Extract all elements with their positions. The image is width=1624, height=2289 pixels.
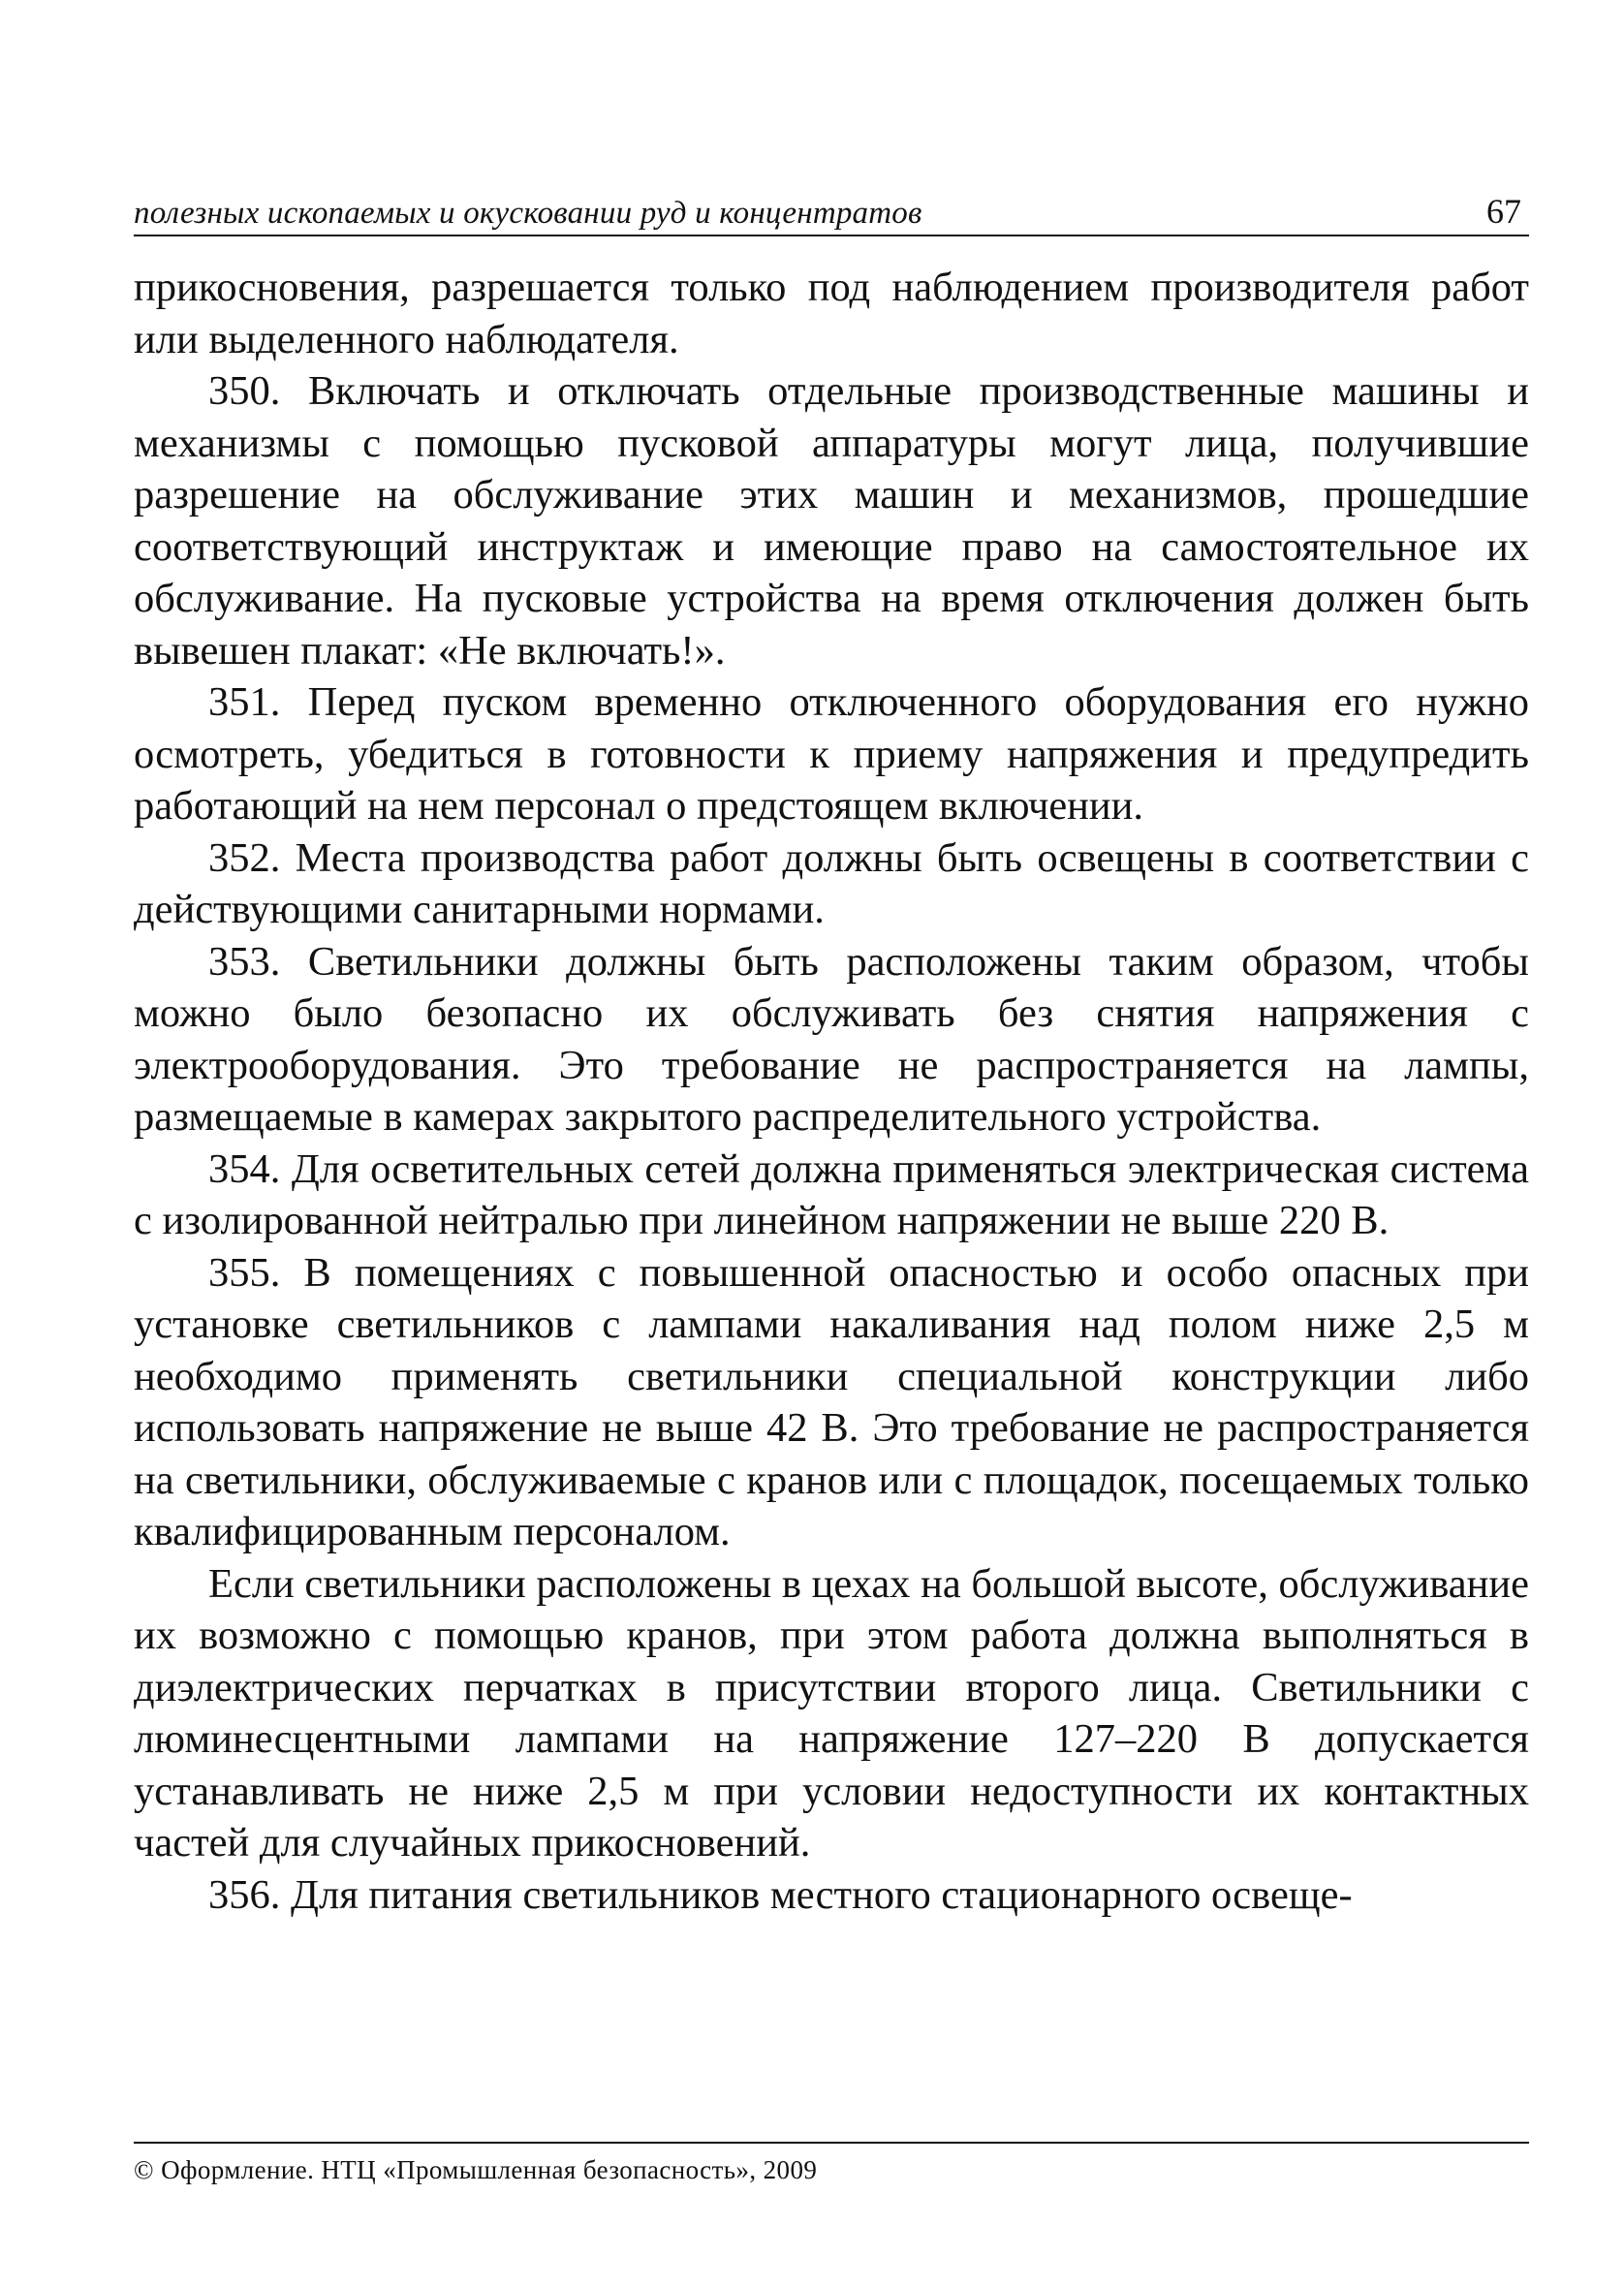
document-page [134,190,1529,1921]
page-number: 67 [1486,192,1521,231]
paragraph-350: 350. Включать и отключать отдельные производственные машины и механизмы с помощью пусковой аппаратуры могут лица, получившие разрешение на обслуживание этих машин и механизмов, прошедшие соответствующий инструктаж и имеющие право на самостоятельное их обслуживание. На пусковые устройства на время отключения должен быть вывешен плакат: «Не включать!». [134,368,1529,674]
paragraph-351: 351. Перед пуском временно отключенного оборудования его нужно осмотреть, убедиться в готовности к приему напряжения и предупредить работающий на нем персонал о предстоящем включении. [134,679,1529,829]
page-footer [134,2142,1529,2185]
body-text [134,262,1529,1921]
running-header [134,190,1529,236]
paragraph-356: 356. Для питания светильников местного стационарного освеще- [208,1871,1353,1918]
paragraph-353: 353. Светильники должны быть расположены таким образом, чтобы можно было безопасно их обслуживать без снятия напряжения с электрооборудования. Это требование не распространяется на лампы, размещаемые в камерах закрытого распределительного устройства. [134,938,1529,1140]
paragraph-354: 354. Для осветительных сетей должна применяться электрическая система с изолированной нейтралью при линейном напряжении не выше 220 В. [134,1145,1529,1243]
paragraph-355-continued: Если светильники расположены в цехах на большой высоте, обслуживание их возможно с помощью кранов, при этом работа должна выполняться в диэлектрических перчатках в присутствии второго лица. Светильники с люминесцентными лампами на напряжение 127–220 В допускается устанавливать не ниже 2,5 м при условии недоступности их контактных частей для случайных прикосновений. [134,1560,1529,1866]
paragraph-352: 352. Места производства работ должны быть освещены в соответствии с действующими санитарными нормами. [134,834,1529,932]
paragraph-continuation: прикосновения, разрешается только под наблюдением производителя работ или выделенного наблюдателя. [134,265,1529,362]
paragraph-355: 355. В помещениях с повышенной опасностью и особо опасных при установке светильников с лампами накаливания над полом ниже 2,5 м необходимо применять светильники специальной конструкции либо использовать напряжение не выше 42 В. Это требование не распространяется на светильники, обслуживаемые с кранов или с площадок, посещаемых только квалифицированным персоналом. [134,1249,1529,1554]
copyright-notice: © Оформление. НТЦ «Промышленная безопасность», 2009 [134,2155,818,2184]
running-title: полезных ископаемых и окусковании руд и концентратов [134,196,922,231]
